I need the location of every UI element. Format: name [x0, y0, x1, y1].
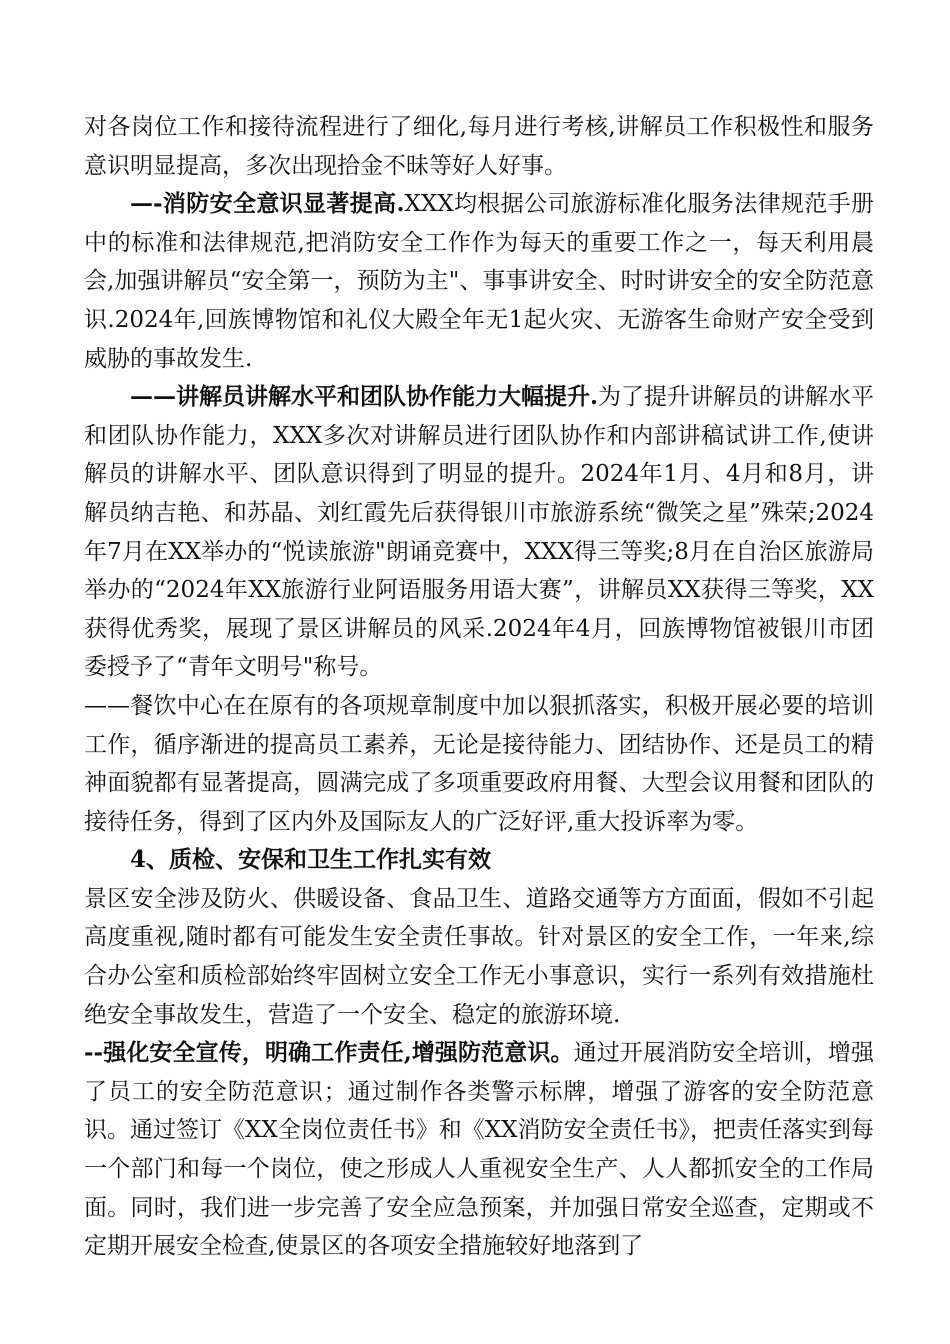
paragraph-text: 景区安全涉及防火、供暖设备、食品卫生、道路交通等方方面面，假如不引起高度重视,随时都有可能发生安全责任事故。针对景区的安全工作，一年来,综合办公室和质检部始终牢固树立安全工作无小事意识，实行一系列有效措施杜绝安全事故发生，营造了一个安全、稳定的旅游环境.	[84, 885, 874, 1028]
paragraph-scenic-safety	[84, 880, 874, 1034]
paragraph-heading: ——讲解员讲解水平和团队协作能力大幅提升.	[130, 383, 599, 411]
paragraph-text: XXX均根据公司旅游标准化服务法律规范手册中的标准和法律规范,把消防安全工作作为每天的重要工作之一，每天利用晨会,加强讲解员“安全第一，预防为主"、事事讲安全、时时讲安全的安全防范意识.2024年,回族博物馆和礼仪大殿全年无1起火灾、无游客生命财产安全受到威胁的事故发生.	[84, 191, 874, 372]
paragraph-text: ——餐饮中心在在原有的各项规章制度中加以狠抓落实，积极开展必要的培训工作，循序渐进的提高员工素养，无论是接待能力、团结协作、还是员工的精神面貌都有显著提高，圆满完成了多项重要政府用餐、大型会议用餐和团队的接待任务，得到了区内外及国际友人的广泛好评,重大投诉率为零。	[84, 692, 874, 835]
paragraph-text: 对各岗位工作和接待流程进行了细化,每月进行考核,讲解员工作积极性和服务意识明显提高，多次出现拾金不昧等好人好事。	[84, 114, 874, 179]
paragraph-heading: --强化安全宣传，明确工作责任,增强防范意识。	[84, 1039, 574, 1067]
paragraph-guide-level	[84, 378, 874, 687]
document-page	[84, 108, 874, 1266]
paragraph-text: 为了提升讲解员的讲解水平和团队协作能力，XXX多次对讲解员进行团队协作和内部讲稿试讲工作,使讲解员的讲解水平、团队意识得到了明显的提升。2024年1月、4月和8月，讲解员纳吉艳、和苏晶、刘红霞先后获得银川市旅游系统“微笑之星”殊荣;2024年7月在XX举办的“悦读旅游"朗诵竞赛中，XXX得三等奖;8月在自治区旅游局举办的“2024年XX旅游行业阿语服务用语大赛”，讲解员XX获得三等奖，XX获得优秀奖，展现了景区讲解员的风采.2024年4月，回族博物馆被银川市团委授予了“青年文明号"称号。	[84, 384, 875, 681]
paragraph-safety-promotion	[84, 1034, 874, 1266]
paragraph-staff-service	[84, 108, 874, 185]
paragraph-fire-safety	[84, 185, 874, 378]
paragraph-text: 通过开展消防安全培训，增强了员工的安全防范意识；通过制作各类警示标牌，增强了游客的安全防范意识。通过签订《XX全岗位责任书》和《XX消防安全责任书》，把责任落实到每一个部门和每一个岗位，使之形成人人重视安全生产、人人都抓安全的工作局面。同时，我们进一步完善了安全应急预案，并加强日常安全巡查，定期或不定期开展安全检查,使景区的各项安全措施较好地落到了	[84, 1040, 874, 1260]
paragraph-heading: —-消防安全意识显著提高.	[130, 190, 405, 218]
section-heading: 4、质检、安保和卫生工作扎实有效	[130, 846, 492, 874]
paragraph-catering	[84, 687, 874, 841]
